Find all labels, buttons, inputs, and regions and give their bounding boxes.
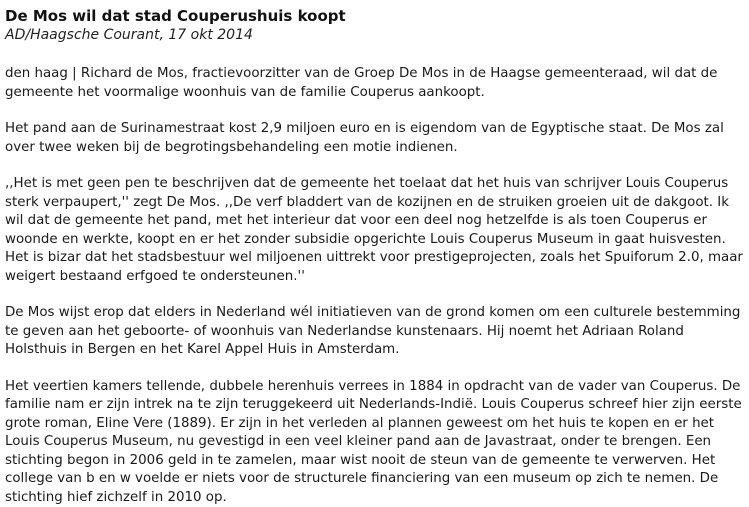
article-paragraph: Het veertien kamers tellende, dubbele herenhuis verrees in 1884 in opdracht van de vader van Couperus. De familie nam er zijn intrek na te zijn teruggekeerd uit Nederlands-Indië. Louis Couperus schreef hier zijn eerste grote roman, Eline Vere (1889). Er zijn in het verleden al plannen geweest om het huis te kopen en er het Louis Couperus Museum, nu gevestigd in een veel kleiner pand aan de Javastraat, onder te brengen. Een stichting begon in 2006 geld in te zamelen, maar wist nooit de steun van de gemeente te verwerven. Het college van b en w voelde er niets voor de structurele financiering van een museum op zich te nemen. De stichting hief zichzelf in 2010 op.	[5, 378, 745, 507]
article-paragraph: ,,Het is met geen pen te beschrijven dat de gemeente het toelaat dat het huis van schrijver Louis Couperus sterk verpaupert,'' zegt De Mos. ,,De verf bladdert van de kozijnen en de struiken groeien uit de dakgoot. Ik wil dat de gemeente het pand, met het interieur dat voor een deel nog hetzelfde is als toen Couperus er woonde en werkte, koopt en er het zonder subsidie opgerichte Louis Couperus Museum in gaat huisvesten. Het is bizar dat het stadsbestuur wel miljoenen uittrekt voor prestigeprojecten, zoals het Spuiforum 2.0, maar weigert bestaand erfgoed te ondersteunen.''	[5, 175, 745, 286]
article-paragraph: den haag | Richard de Mos, fractievoorzitter van de Groep De Mos in de Haagse gemeenteraad, wil dat de gemeente het voormalige woonhuis van de familie Couperus aankoopt.	[5, 65, 745, 102]
article-source: AD/Haagsche Courant, 17 okt 2014	[5, 26, 745, 45]
article	[5, 6, 745, 507]
article-paragraph: Het pand aan de Surinamestraat kost 2,9 miljoen euro en is eigendom van de Egyptische staat. De Mos zal over twee weken bij de begrotingsbehandeling een motie indienen.	[5, 120, 745, 157]
article-headline: De Mos wil dat stad Couperushuis koopt	[5, 6, 745, 26]
article-paragraph: De Mos wijst erop dat elders in Nederland wél initiatieven van de grond komen om een culturele bestemming te geven aan het geboorte- of woonhuis van Nederlandse kunstenaars. Hij noemt het Adriaan Roland Holsthuis in Bergen en het Karel Appel Huis in Amsterdam.	[5, 304, 745, 360]
